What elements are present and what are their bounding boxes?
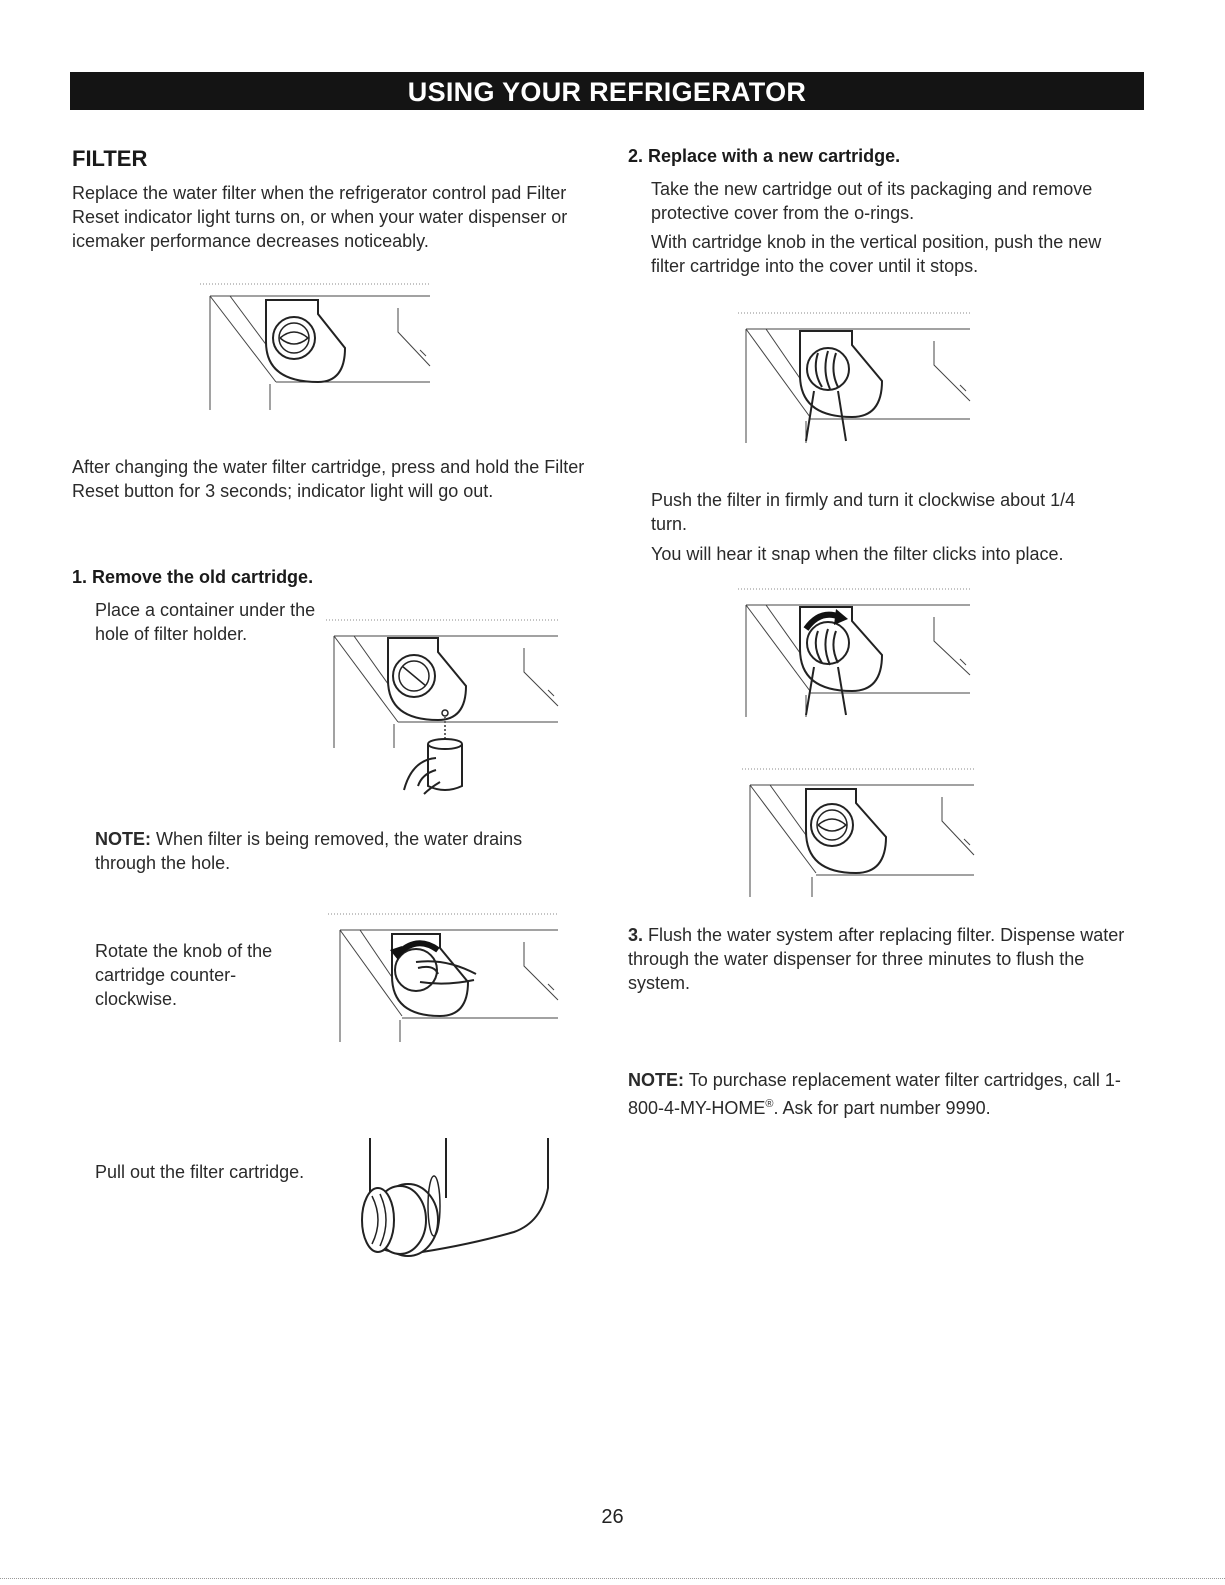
step3-paragraph: [628, 923, 1138, 995]
page-number: 26: [601, 1506, 624, 1528]
note-label: NOTE:: [95, 829, 151, 849]
filter-housing-illustration: [200, 282, 432, 412]
rotate-knob-text: Rotate the knob of the cartridge counter-clockwise.: [95, 941, 273, 1009]
step3-number: 3.: [628, 925, 644, 945]
step2-push-text: With cartridge knob in the vertical position, push the new filter cartridge into the cover until it stops.: [651, 232, 1102, 276]
step2-take-text: Take the new cartridge out of its packaging and remove protective cover from the o-rings.: [651, 179, 1093, 223]
purchase-note-part: . Ask for part number 9990.: [773, 1098, 991, 1118]
insert-cartridge-illustration: [734, 311, 974, 451]
bottom-divider: [0, 1578, 1225, 1579]
step1-title: 1. Remove the old cartridge.: [72, 567, 314, 587]
turn-clockwise-text: Push the filter in firmly and turn it clockwise about 1/4 turn.: [651, 490, 1076, 534]
installed-filter-illustration: [738, 767, 978, 902]
pull-out-text: Pull out the filter cartridge.: [95, 1162, 305, 1182]
page-header-banner: USING YOUR REFRIGERATOR: [70, 72, 1144, 110]
step1-container-text: Place a container under the hole of filter holder.: [95, 600, 316, 644]
registered-mark: ®: [765, 1098, 774, 1110]
step2-title: 2. Replace with a new cartridge.: [628, 146, 901, 166]
step1-note: [95, 827, 585, 875]
intro-paragraph: Replace the water filter when the refrigerator control pad Filter Reset indicator light turns on, or when your water dispenser or icemaker performance decreases noticeably.: [72, 183, 568, 251]
turn-clockwise-illustration: [734, 587, 974, 722]
snap-text: You will hear it snap when the filter clicks into place.: [651, 544, 1064, 564]
section-title: FILTER: [72, 146, 148, 171]
purchase-note-label: NOTE:: [628, 1070, 684, 1090]
purchase-note: [628, 1068, 1138, 1120]
rotate-knob-illustration: [326, 912, 561, 1047]
note-text: When filter is being removed, the water drains through the hole.: [95, 829, 523, 873]
pull-cartridge-illustration: [342, 1136, 554, 1268]
after-change-paragraph: After changing the water filter cartridge, press and hold the Filter Reset button for 3 seconds; indicator light will go out.: [72, 457, 585, 501]
purchase-note-text: To purchase replacement water filter cartridges, call 1-800-4-MY-HOME: [628, 1070, 1121, 1118]
drain-container-illustration: [326, 618, 561, 803]
step3-text: Flush the water system after replacing filter. Dispense water through the water dispenser for three minutes to flush the system.: [628, 925, 1125, 993]
